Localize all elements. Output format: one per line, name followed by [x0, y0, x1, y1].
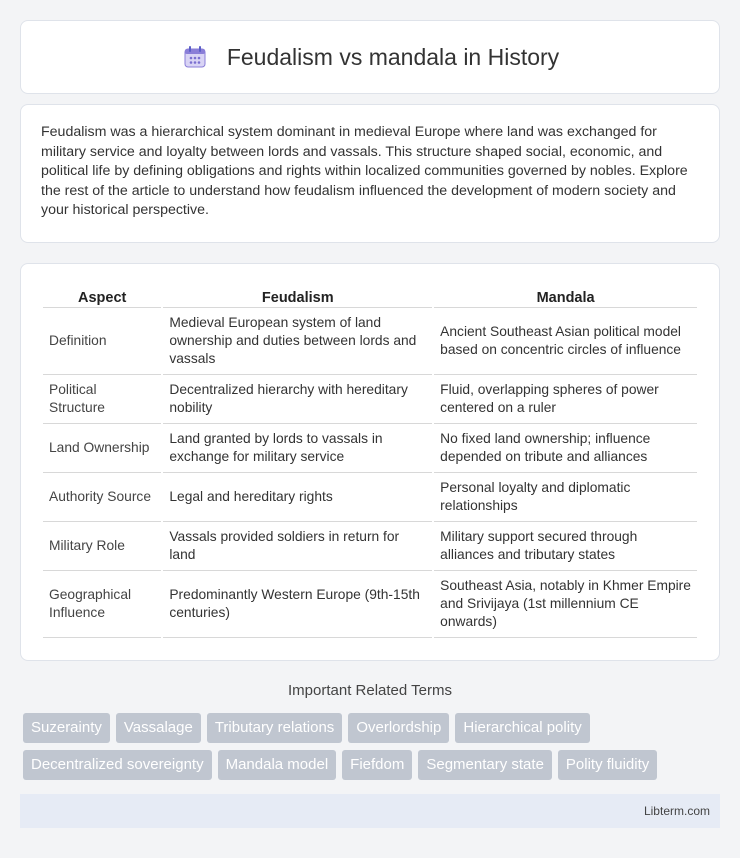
title-wrap [181, 43, 559, 71]
table-row [43, 375, 697, 424]
table-header-row [43, 282, 697, 308]
related-term-tag[interactable]: Suzerainty [23, 713, 110, 743]
cell-aspect: Military Role [43, 522, 161, 571]
table-row [43, 424, 697, 473]
cell-mandala: Southeast Asia, notably in Khmer Empire and Srivijaya (1st millennium CE onwards) [434, 571, 697, 638]
table-row [43, 571, 697, 638]
header-feudalism: Feudalism [163, 282, 432, 308]
intro-paragraph: Feudalism was a hierarchical system dominant in medieval Europe where land was exchanged for military service and loyalty between lords and vassals. This structure shaped social, economic, and political life by defining obligations and rights within localized communities governed by nobles. Explore the rest of the article to understand how feudalism influenced the development of modern society and your historical perspective. [41, 124, 688, 219]
related-term-tag[interactable]: Polity fluidity [558, 750, 657, 780]
related-term-tag[interactable]: Overlordship [348, 713, 449, 743]
cell-aspect: Authority Source [43, 473, 161, 522]
comparison-table [41, 282, 699, 638]
cell-mandala: Fluid, overlapping spheres of power centered on a ruler [434, 375, 697, 424]
intro-card [20, 104, 720, 243]
header-mandala: Mandala [434, 282, 697, 308]
related-term-tag[interactable]: Hierarchical polity [455, 713, 589, 743]
related-term-tag[interactable]: Decentralized sovereignty [23, 750, 212, 780]
related-term-tag[interactable]: Segmentary state [418, 750, 552, 780]
cell-feudalism: Land granted by lords to vassals in exchange for military service [163, 424, 432, 473]
cell-mandala: Personal loyalty and diplomatic relationships [434, 473, 697, 522]
related-terms-title: Important Related Terms [288, 682, 452, 699]
footer-brand-link[interactable]: Libterm.com [643, 804, 710, 818]
header-card [20, 20, 720, 94]
cell-mandala: Military support secured through alliances and tributary states [434, 522, 697, 571]
table-row [43, 308, 697, 375]
cell-feudalism: Medieval European system of land ownership and duties between lords and vassals [163, 308, 432, 375]
related-term-tag[interactable]: Vassalage [116, 713, 201, 743]
related-term-tag[interactable]: Tributary relations [207, 713, 343, 743]
cell-aspect: Geographical Influence [43, 571, 161, 638]
table-row [43, 522, 697, 571]
cell-feudalism: Vassals provided soldiers in return for land [163, 522, 432, 571]
table-row [43, 473, 697, 522]
cell-mandala: No fixed land ownership; influence depended on tribute and alliances [434, 424, 697, 473]
cell-feudalism: Decentralized hierarchy with hereditary nobility [163, 375, 432, 424]
related-term-tag[interactable]: Mandala model [218, 750, 337, 780]
comparison-table-card [20, 263, 720, 661]
cell-mandala: Ancient Southeast Asian political model based on concentric circles of influence [434, 308, 697, 375]
cell-feudalism: Legal and hereditary rights [163, 473, 432, 522]
page-title: Feudalism vs mandala in History [226, 43, 560, 70]
cell-feudalism: Predominantly Western Europe (9th-15th centuries) [163, 571, 432, 638]
header-aspect: Aspect [43, 282, 161, 308]
footer [20, 794, 720, 828]
calendar-icon [181, 43, 209, 71]
cell-aspect: Land Ownership [43, 424, 161, 473]
cell-aspect: Political Structure [43, 375, 161, 424]
cell-aspect: Definition [43, 308, 161, 375]
related-terms-list [23, 713, 723, 780]
related-term-tag[interactable]: Fiefdom [342, 750, 412, 780]
